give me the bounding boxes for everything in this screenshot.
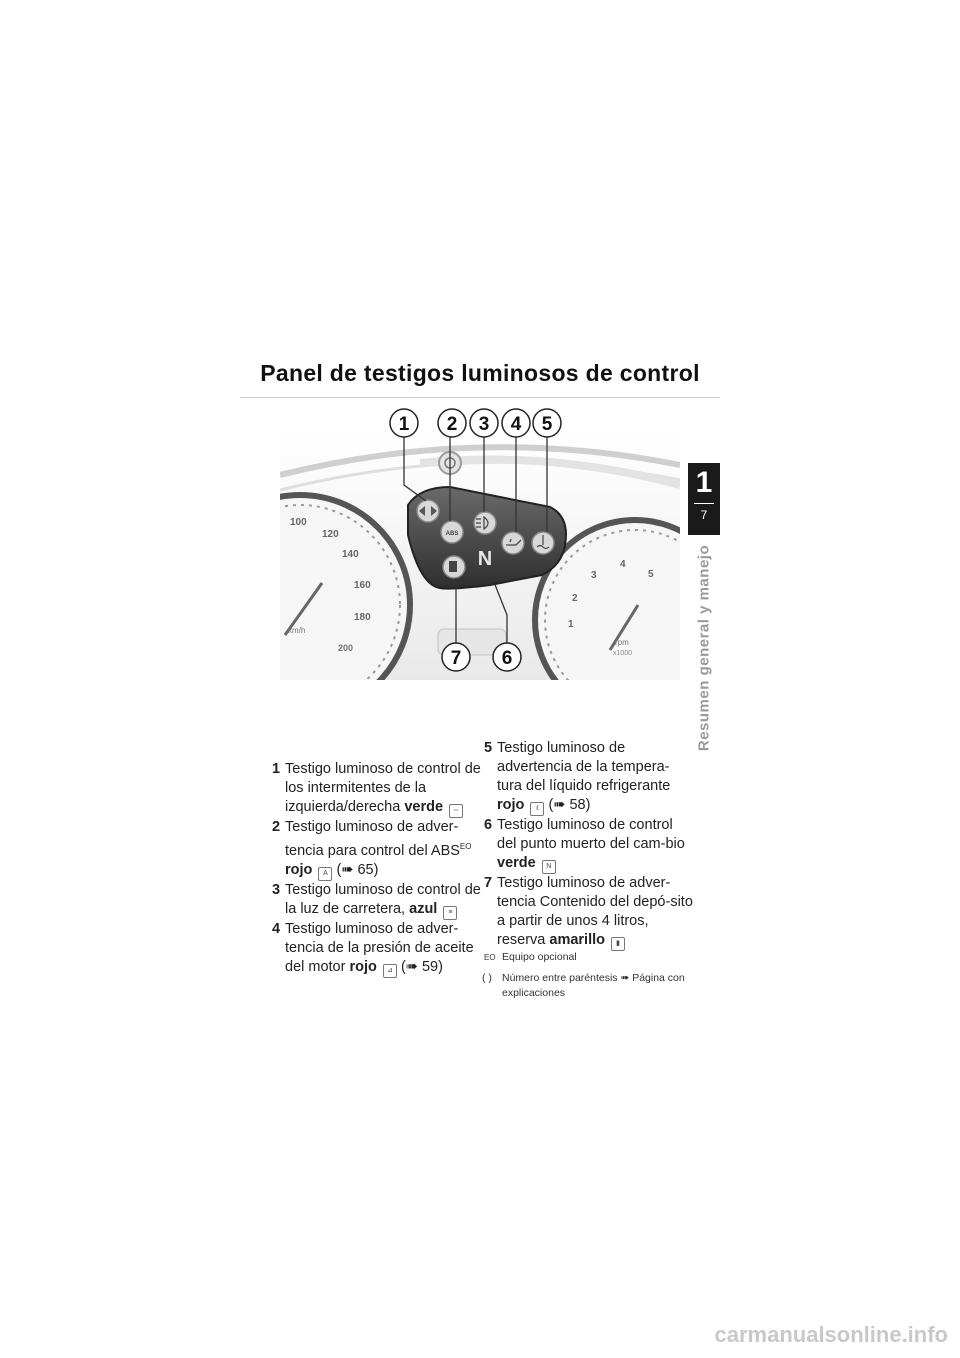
optional-equipment-mark: EO — [459, 842, 472, 851]
callout-label: 7 — [450, 648, 462, 669]
speedo-tick: 180 — [354, 612, 371, 623]
item-number: 3 — [272, 881, 281, 898]
tacho-unit: rpm — [615, 638, 629, 647]
item-color: rojo — [497, 797, 525, 813]
item-text: Testigo luminoso de control de los intermitentes de la izquierda/derecha — [285, 761, 481, 815]
callout-label: 3 — [478, 414, 490, 435]
item-color: rojo — [285, 861, 313, 878]
high-beam-icon: ≡ — [443, 906, 457, 920]
legend-item-4: 4 Testigo luminoso de adver-tencia de la presión de aceite del motor rojo ⊿ (➠ 59) — [272, 920, 482, 978]
turn-signal-icon: ⇔ — [449, 804, 463, 818]
instrument-cluster-figure — [280, 405, 680, 680]
callout-label: 5 — [541, 414, 553, 435]
tacho-tick: 5 — [648, 569, 654, 580]
neutral-lamp-label: N — [477, 548, 493, 570]
legend-item-5: 5 Testigo luminoso de advertencia de la tempera-tura del líquido refrigerante rojo ℓ (➠ 58) — [484, 739, 694, 816]
callout-label: 1 — [398, 414, 410, 435]
tacho-tick: 1 — [568, 619, 574, 630]
footnote-mark: EO — [484, 953, 496, 962]
speedo-tick: 140 — [342, 549, 359, 560]
speedo-tick: 120 — [322, 529, 339, 540]
chapter-tab — [688, 463, 720, 535]
page-reference: 58 — [569, 797, 586, 813]
item-text: Testigo luminoso de adver-tencia para control del ABS — [285, 819, 460, 859]
fuel-reserve-lamp — [443, 556, 465, 578]
footnote-text: Número entre paréntesis ➠ Página con explicaciones — [502, 972, 685, 999]
page-number: 7 — [700, 508, 708, 522]
ref-arrow-icon: ➠ — [553, 797, 566, 813]
item-color: rojo — [349, 958, 377, 975]
item-number: 7 — [484, 875, 493, 891]
footnote-text: Equipo opcional — [502, 951, 577, 963]
speedo-tick: 160 — [354, 580, 371, 591]
callout-label: 2 — [446, 414, 458, 435]
speedo-unit: km/h — [288, 626, 306, 635]
speedo-tick: 100 — [290, 517, 307, 528]
item-text: Testigo luminoso de control de la luz de carretera, — [285, 881, 481, 917]
item-number: 4 — [272, 920, 281, 937]
callout-label: 4 — [510, 414, 522, 435]
item-color: verde — [404, 799, 444, 815]
legend-item-1 — [272, 760, 482, 818]
chapter-side-label: Resumen general y manejo — [695, 544, 713, 752]
neutral-icon: N — [542, 860, 556, 874]
legend-list-right — [484, 739, 694, 951]
callout-label: 6 — [501, 648, 513, 669]
legend-list-left — [272, 760, 482, 978]
item-number: 1 — [272, 761, 281, 777]
legend-item-3 — [272, 881, 482, 920]
tacho-tick: 2 — [572, 593, 578, 604]
high-beam-lamp — [474, 512, 496, 534]
fuel-reserve-icon: ▮ — [611, 937, 625, 951]
neutral-lamp — [478, 548, 492, 570]
ref-arrow-icon: ➠ — [405, 958, 418, 975]
item-text: Testigo luminoso de control del punto muerto del cam-bio — [497, 817, 685, 852]
item-number: 2 — [272, 819, 281, 835]
item-color: amarillo — [549, 932, 605, 948]
page-reference: 65 — [357, 861, 374, 878]
abs-lamp-label: ABS — [445, 531, 459, 537]
abs-icon: A — [318, 867, 332, 881]
page-title: Panel de testigos luminosos de control — [260, 360, 700, 386]
chapter-number: 1 — [695, 466, 713, 499]
oil-pressure-lamp — [502, 532, 524, 554]
legend-item-7 — [484, 874, 694, 951]
tacho-tick: 4 — [620, 559, 626, 570]
tacho-tick: 3 — [591, 570, 597, 581]
title-divider — [240, 397, 720, 398]
tacho-multiplier: x1000 — [613, 650, 633, 657]
legend-item-6 — [484, 816, 694, 874]
ref-arrow-icon: ➠ — [341, 861, 354, 878]
item-text: Testigo luminoso de adver-tencia Contenido del depó-sito a partir de unos 4 litros, reserva — [497, 875, 693, 948]
page-reference: 59 — [421, 958, 439, 975]
footnote-page-reference — [482, 971, 702, 1001]
item-color: azul — [409, 900, 438, 917]
item-number: 5 — [484, 740, 493, 756]
footnote-mark: ( ) — [482, 972, 492, 984]
abs-lamp — [441, 521, 463, 543]
item-number: 6 — [484, 817, 493, 833]
footnote-optional-equipment — [482, 950, 702, 965]
turn-signal-lamp — [417, 500, 439, 522]
item-text: Testigo luminoso de adver-tencia de la presión de aceite del motor — [285, 920, 474, 975]
legend-item-2: 2 Testigo luminoso de adver-tencia para control del $ABS^{EO}$ rojo A (➠ 65) — [272, 818, 482, 881]
coolant-temperature-icon: ℓ — [530, 802, 544, 816]
item-text: Testigo luminoso de advertencia de la tempera-tura del líquido refrigerante — [497, 740, 671, 794]
speedo-tick: 200 — [338, 643, 354, 653]
oil-pressure-icon: ⊿ — [383, 964, 397, 978]
footnotes — [482, 950, 702, 1007]
item-color: verde — [497, 855, 536, 871]
watermark-footer: carmanualsonline.info — [714, 1322, 948, 1347]
coolant-lamp — [532, 532, 554, 554]
